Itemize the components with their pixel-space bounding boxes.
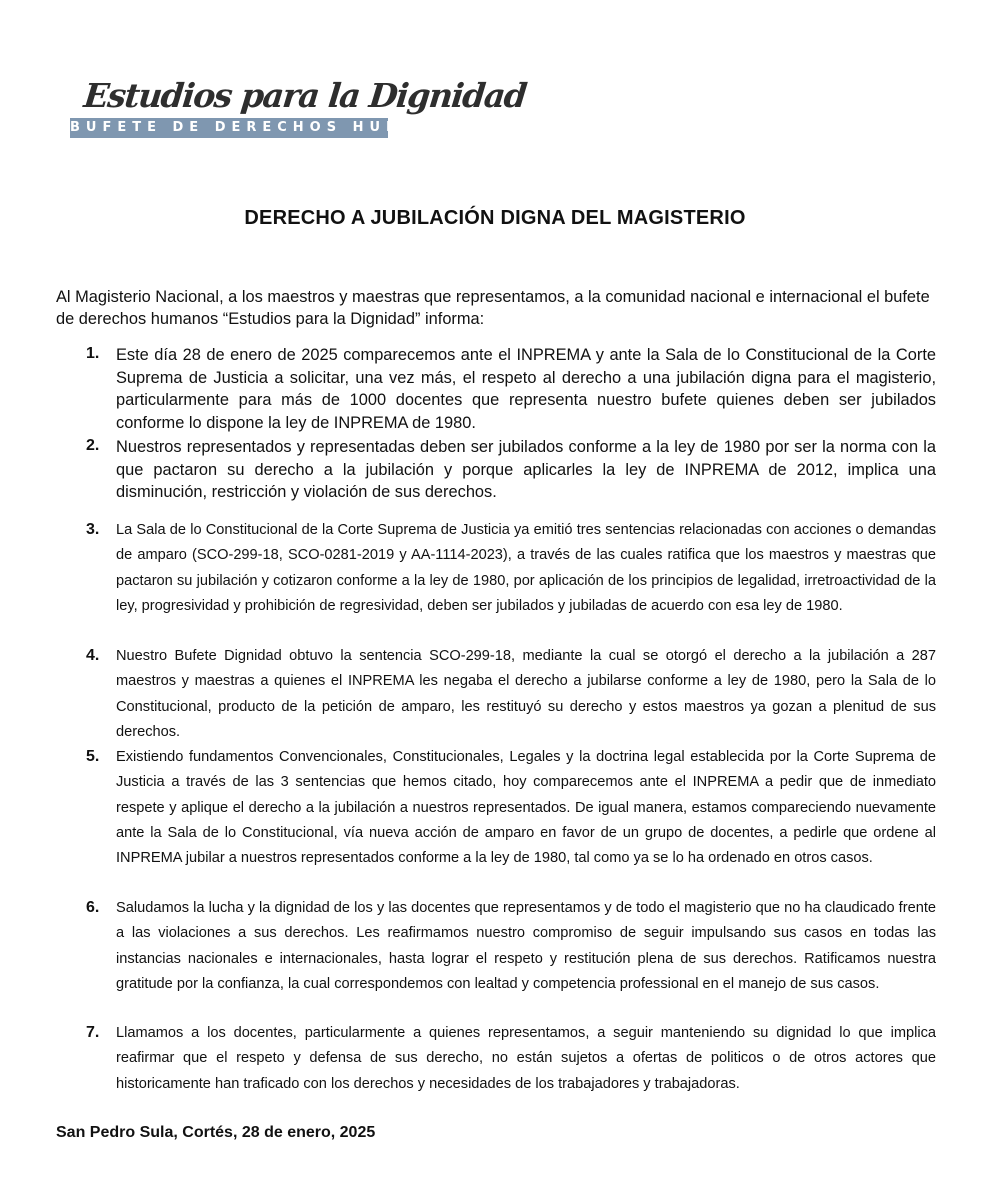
list-item (56, 436, 936, 504)
item-number: 4. (86, 647, 100, 664)
item-text: Existiendo fundamentos Convencionales, Constitucionales, Legales y la doctrina legal establecida por la Corte Suprema de Justicia a través de las 3 sentencias que hemos citado, hoy comparecemos ante el INPREMA a pedir que de inmediato respete y aplique el derecho a la jubilación a nuestros representados. De igual manera, estamos compareciendo nuevamente ante la Sala de lo Constitucional, vía nueva acción de amparo en favor de un grupo de docentes, a pedirle que ordene al INPREMA jubilar a nuestros representados conforme a la ley de 1980, tal como ya se lo ha ordenado en otros casos. (116, 749, 936, 867)
item-text: Saludamos la lucha y la dignidad de los y las docentes que representamos y de todo el magisterio que no ha claudicado frente a las violaciones a sus derechos. Les reafirmamos nuestro compromiso de seguir impulsando sus casos en todas las instancias nacionales e internacionales, hasta lograr el respeto y restitución plena de sus derechos. Ratificamos nuestra gratitude por la confianza, la cual correspondemos con lealtad y competencia professional en el manejo de sus casos. (116, 900, 936, 992)
item-text: Nuestros representados y representadas deben ser jubilados conforme a la ley de 1980 por ser la norma con la que pactaron su derecho a la jubilación y porque aplicarles la ley de INPREMA de 2012, implica una disminución, restricción y violación de sus derechos. (116, 438, 936, 501)
document-title: DERECHO A JUBILACIÓN DIGNA DEL MAGISTERIO (244, 207, 746, 229)
item-number: 2. (86, 437, 100, 454)
item-number: 1. (86, 345, 100, 362)
list-item (56, 896, 936, 997)
organization-logo (70, 76, 528, 138)
list-item (56, 644, 936, 745)
list-item (56, 745, 936, 871)
item-number: 6. (86, 899, 100, 916)
item-number: 3. (86, 521, 100, 538)
logo-wordmark: Estudios para la Dignidad (82, 76, 528, 115)
item-text: La Sala de lo Constitucional de la Corte Suprema de Justicia ya emitió tres sentencias relacionadas con acciones o demandas de amparo (SCO-299-18, SCO-0281-2019 y AA-1114-2023), a través de las cuales ratifica que los maestros y maestras que pactaron su jubilación y cotizaron conforme a la ley de 1980, por aplicación de los principios de legalidad, irretroactividad de la ley, progresividad y prohibición de regresividad, deben ser jubilados y jubiladas de acuerdo con esa ley de 1980. (116, 522, 936, 614)
intro-paragraph: Al Magisterio Nacional, a los maestros y maestras que representamos, a la comunidad nacional e internacional el bufete de derechos humanos “Estudios para la Dignidad” informa: (56, 288, 930, 328)
item-text: Llamamos a los docentes, particularmente a quienes representamos, a seguir manteniendo su dignidad lo que implica reafirmar que el respeto y defensa de sus derecho, no están sujetos a ofertas de politicos o de otros actores que historicamente han traficado con los derechos y necesidades de los trabajadores y trabajadoras. (116, 1025, 936, 1092)
item-text: Nuestro Bufete Dignidad obtuvo la sentencia SCO-299-18, mediante la cual se otorgó el derecho a la jubilación a 287 maestros y maestras a quienes el INPREMA les negaba el derecho a jubilarse conforme a ley de 1980, pero la Sala de lo Constitucional, producto de la petición de amparo, les restituyó su derecho y estos maestros ya gozan a plenitud de sus derechos. (116, 648, 936, 740)
logo-subtitle-bar: BUFETE DE DERECHOS HUMANOS (70, 118, 388, 138)
item-text: Este día 28 de enero de 2025 comparecemos ante el INPREMA y ante la Sala de lo Constitucional de la Corte Suprema de Justicia a solicitar, una vez más, el respeto al derecho a una jubilación digna para el magisterio, particularmente para más de 1000 docentes que representa nuestro bufete quienes deben ser jubilados conforme lo dispone la ley de INPREMA de 1980. (116, 346, 936, 432)
list-item (56, 344, 936, 434)
list-item (56, 518, 936, 619)
item-number: 5. (86, 748, 100, 765)
item-number: 7. (86, 1024, 100, 1041)
list-item (56, 1021, 936, 1097)
place-and-date: San Pedro Sula, Cortés, 28 de enero, 2025 (56, 1124, 376, 1141)
